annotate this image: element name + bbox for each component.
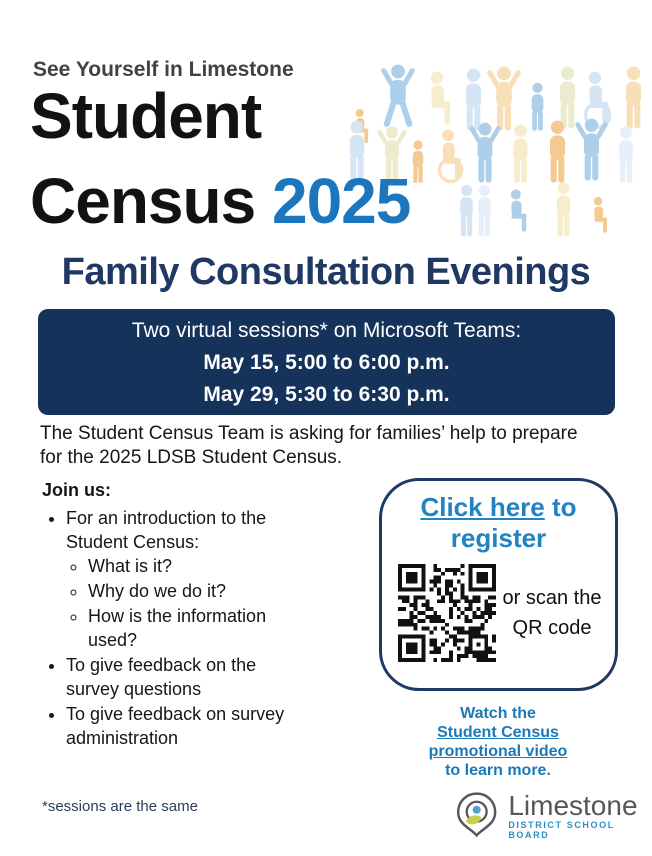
- logo-tagline: DISTRICT SCHOOL BOARD: [508, 819, 615, 840]
- title-year: 2025: [271, 165, 411, 237]
- title-line-1: Student: [30, 80, 262, 152]
- eyebrow-text: See Yourself in Limestone: [33, 58, 294, 81]
- person-icon: [434, 128, 466, 186]
- qr-row: [397, 563, 607, 663]
- sub-bullet-list: [66, 554, 308, 652]
- board-logo: [452, 789, 652, 841]
- person-icon: [422, 70, 456, 132]
- register-card: [379, 478, 618, 691]
- sessions-heading: Two virtual sessions* on Microsoft Teams:: [131, 319, 522, 342]
- join-heading: Join us:: [42, 480, 112, 500]
- person-icon: [610, 126, 642, 184]
- page-title: [30, 74, 410, 244]
- footnote: *sessions are the same: [42, 798, 198, 815]
- sub-list-item: ◦ How is the information used?: [88, 604, 308, 652]
- list-item: • To give feedback on survey administration: [66, 702, 308, 750]
- sub-list-item: ◦ Why do we do it?: [88, 579, 308, 603]
- promo-video-link[interactable]: Student Census: [437, 724, 559, 741]
- subtitle: Family Consultation Evenings: [61, 251, 591, 293]
- session-2: May 29, 5:30 to 6:30 p.m.: [203, 383, 450, 406]
- register-link[interactable]: Click here: [420, 492, 545, 522]
- person-icon: [616, 66, 651, 130]
- bullet-list: [46, 506, 308, 751]
- sessions-banner: [38, 309, 615, 415]
- person-icon: [468, 122, 502, 184]
- person-icon: [540, 120, 575, 184]
- qr-code-icon: [397, 563, 497, 663]
- video-text-prefix: Watch the: [460, 705, 536, 722]
- logo-name: Limestone: [508, 789, 638, 821]
- person-icon: [504, 188, 531, 238]
- session-1: May 15, 5:00 to 6:00 p.m.: [203, 351, 450, 374]
- list-item: • To give feedback on the survey questions: [66, 653, 308, 701]
- title-line-2: Census 2025: [30, 165, 411, 237]
- register-link-suffix: to: [551, 492, 577, 522]
- qr-caption: or scan the QR code: [502, 587, 602, 639]
- limestone-pin-leaf-icon: [452, 789, 501, 841]
- intro-paragraph: The Student Census Team is asking for families’ help to prepare for the 2025 LDSB Student Census.: [40, 423, 578, 468]
- person-icon: [470, 184, 499, 238]
- person-icon: [504, 124, 537, 184]
- list-item: • For an introduction to the Student Census: ◦ What is it? ◦ Why do we do it? ◦ How is the information used?: [66, 506, 308, 652]
- video-cta: [368, 704, 628, 780]
- promo-video-link[interactable]: promotional video: [428, 743, 568, 760]
- register-title: [382, 492, 615, 554]
- person-icon: [548, 182, 579, 238]
- person-icon: [588, 196, 611, 238]
- person-icon: [574, 118, 609, 182]
- register-title-line2: register: [450, 523, 547, 553]
- video-text-suffix: to learn more.: [445, 762, 551, 779]
- sub-list-item: ◦ What is it?: [88, 554, 308, 578]
